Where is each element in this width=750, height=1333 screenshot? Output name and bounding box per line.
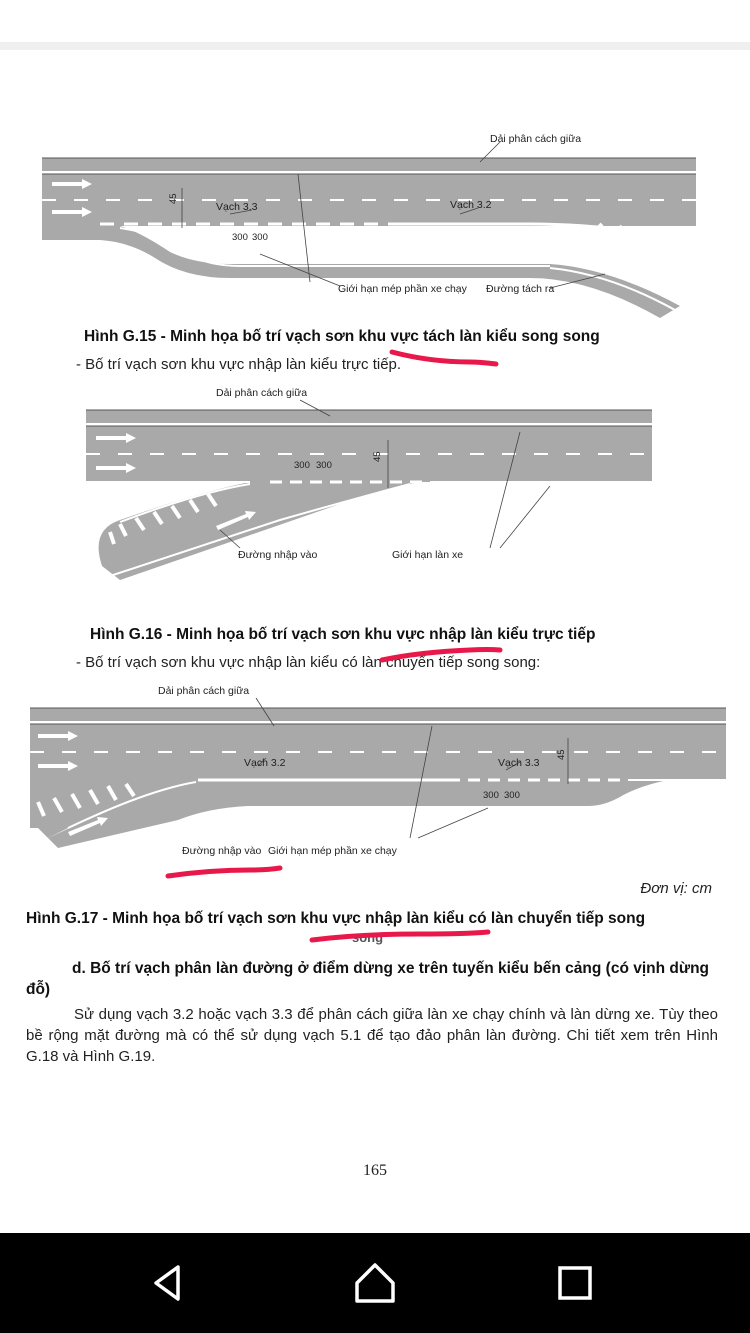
status-area <box>0 0 750 48</box>
dim-300-a: 300 <box>483 790 499 801</box>
dim-300-a: 300 <box>232 232 248 243</box>
figure-g17-diagram <box>28 678 732 868</box>
top-divider <box>0 42 750 50</box>
section-paragraph: Sử dụng vạch 3.2 hoặc vạch 3.3 để phân cách giữa làn xe chạy chính và làn dừng xe. Tùy theo bề rộng mặt đường mà có thể sử dụng vạch 5.1 để tạo đảo phân làn đường. Chi tiết xem trên Hình G.18 và Hình G.19. <box>26 1006 718 1065</box>
caption-g17-line2: song <box>352 930 384 945</box>
back-icon <box>148 1263 188 1303</box>
label-entry-road: Đường nhập vào <box>182 845 262 857</box>
figure-g16-diagram <box>80 380 670 600</box>
dim-45: 45 <box>372 451 383 462</box>
figure-g15-diagram <box>30 128 710 318</box>
dim-45: 45 <box>168 193 179 204</box>
caption-g17-line1: Hình G.17 - Minh họa bố trí vạch sơn khu vực nhập làn kiểu có làn chuyển tiếp song <box>26 910 646 927</box>
label-mark-3-2: Vạch 3.2 <box>450 199 492 211</box>
label-mark-3-3: Vạch 3.3 <box>216 201 258 213</box>
label-median: Dải phân cách giữa <box>490 133 582 145</box>
dim-300-b: 300 <box>252 232 268 243</box>
label-edge-limit: Giới hạn mép phần xe chạy <box>268 845 397 857</box>
label-median: Dải phân cách giữa <box>216 387 308 399</box>
recents-button[interactable] <box>545 1255 605 1311</box>
label-mark-3-3: Vạch 3.3 <box>498 757 540 769</box>
page-number: 165 <box>363 1162 387 1179</box>
back-button[interactable] <box>138 1255 198 1311</box>
dim-300-a: 300 <box>294 460 310 471</box>
dim-45: 45 <box>556 749 567 760</box>
section-heading: d. Bố trí vạch phân làn đường ở điểm dừng xe trên tuyến kiểu bến cảng (có vịnh dừng đỗ) <box>26 960 710 998</box>
home-button[interactable] <box>345 1255 405 1311</box>
label-edge-limit: Giới hạn mép phần xe chạy <box>338 283 467 295</box>
intro-g16: - Bố trí vạch sơn khu vực nhập làn kiểu trực tiếp. <box>76 356 402 373</box>
dim-300-b: 300 <box>316 460 332 471</box>
caption-g16: Hình G.16 - Minh họa bố trí vạch sơn khu vực nhập làn kiểu trực tiếp <box>90 626 596 643</box>
unit-label: Đơn vị: cm <box>640 880 712 897</box>
label-entry-road: Đường nhập vào <box>238 549 318 561</box>
label-median: Dải phân cách giữa <box>158 685 250 697</box>
dim-300-b: 300 <box>504 790 520 801</box>
recents-icon <box>556 1264 594 1302</box>
home-icon <box>353 1261 397 1305</box>
label-mark-3-2: Vạch 3.2 <box>244 757 286 769</box>
label-lane-limit: Giới hạn làn xe <box>392 549 464 561</box>
label-exit-road: Đường tách ra <box>486 283 555 295</box>
intro-g17: - Bố trí vạch sơn khu vực nhập làn kiểu có làn chuyển tiếp song song: <box>76 654 541 671</box>
navigation-bar <box>0 1233 750 1333</box>
caption-g15: Hình G.15 - Minh họa bố trí vạch sơn khu vực tách làn kiểu song song <box>84 328 600 345</box>
